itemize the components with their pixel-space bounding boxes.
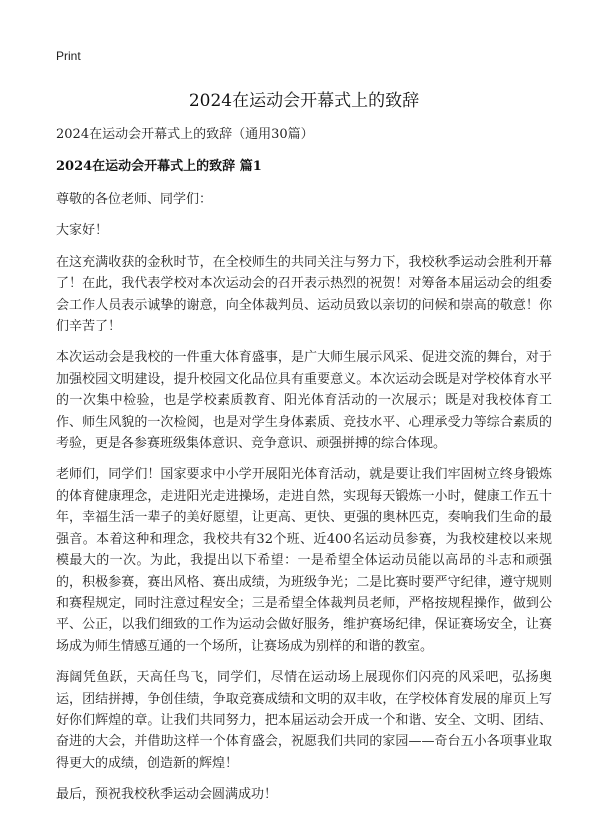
- body-paragraph: 老师们，同学们！国家要求中小学开展阳光体育活动，就是要让我们牢固树立终身锻炼的体育健康理念，走进阳光走进操场，走进自然，实现每天锻炼一小时，健康工作五十年，幸福生活一辈子的美好愿望，让更高、更快、更强的奥林匹克，奏响我们生命的最强音。本着这种和理念，我校共有32个班、近400名运动员参赛，为我校建校以来规模最大的一次。为此，我提出以下希望：一是希望全体运动员能以高昂的斗志和顽强的，积极参赛，赛出风格、赛出成绩，为班级争光；二是比赛时要严守纪律，遵守规则和赛程规定，同时注意过程安全；三是希望全体裁判员老师，严格按规程操作，做到公平、公正，以我们细致的工作为运动会做好服务，维护赛场纪律，保证赛场安全，让赛场成为师生情感互通的一个场所，让赛场成为别样的和谐的教室。: [56, 467, 552, 654]
- body-paragraph: 海阔凭鱼跃，天高任鸟飞，同学们，尽情在运动场上展现你们闪亮的风采吧，弘扬奥运，团结拼搏，争创佳绩，争取竞赛成绩和文明的双丰收，在学校体育发展的扉页上写好你们辉煌的章。让我们共同努力，把本届运动会开成一个和谐、安全、文明、团结、奋进的大会，并借助这样一个体育盛会，祝愿我们共同的家园——奇台五小各项事业取得更大的成绩，创造新的辉煌！: [56, 670, 552, 771]
- closing-paragraph: 最后，预祝我校秋季运动会圆满成功！: [56, 787, 278, 803]
- greeting-paragraph: 大家好！: [56, 223, 109, 239]
- document-subtitle: 2024在运动会开幕式上的致辞（通用30篇）: [56, 127, 314, 142]
- section-heading: 2024在运动会开幕式上的致辞 篇1: [56, 159, 262, 174]
- salutation-paragraph: 尊敬的各位老师、同学们：: [56, 192, 213, 207]
- body-paragraph: 在这充满收获的金秋时节，在全校师生的共同关注与努力下，我校秋季运动会胜利开幕了！在此，我代表学校对本次运动会的召开表示热烈的祝贺！对筹备本届运动会的组委会工作人员表示诚挚的谢意，向全体裁判员、运动员致以亲切的问候和崇高的敬意！你们辛苦了！: [56, 254, 552, 335]
- document-title: 2024在运动会开幕式上的致辞: [188, 91, 420, 111]
- print-link[interactable]: Print: [56, 49, 81, 63]
- body-paragraph: 本次运动会是我校的一件重大体育盛事，是广大师生展示风采、促进交流的舞台，对于加强校园文明建设，提升校园文化品位具有重要意义。本次运动会既是对学校体育水平的一次集中检验，也是学校素质教育、阳光体育活动的一次展示；既是对我校体育工作、师生风貌的一次检阅，也是对学生身体素质、竞技水平、心理承受力等综合素质的考验，更是各参赛班级集体意识、竞争意识、顽强拼搏的综合体现。: [56, 350, 552, 452]
